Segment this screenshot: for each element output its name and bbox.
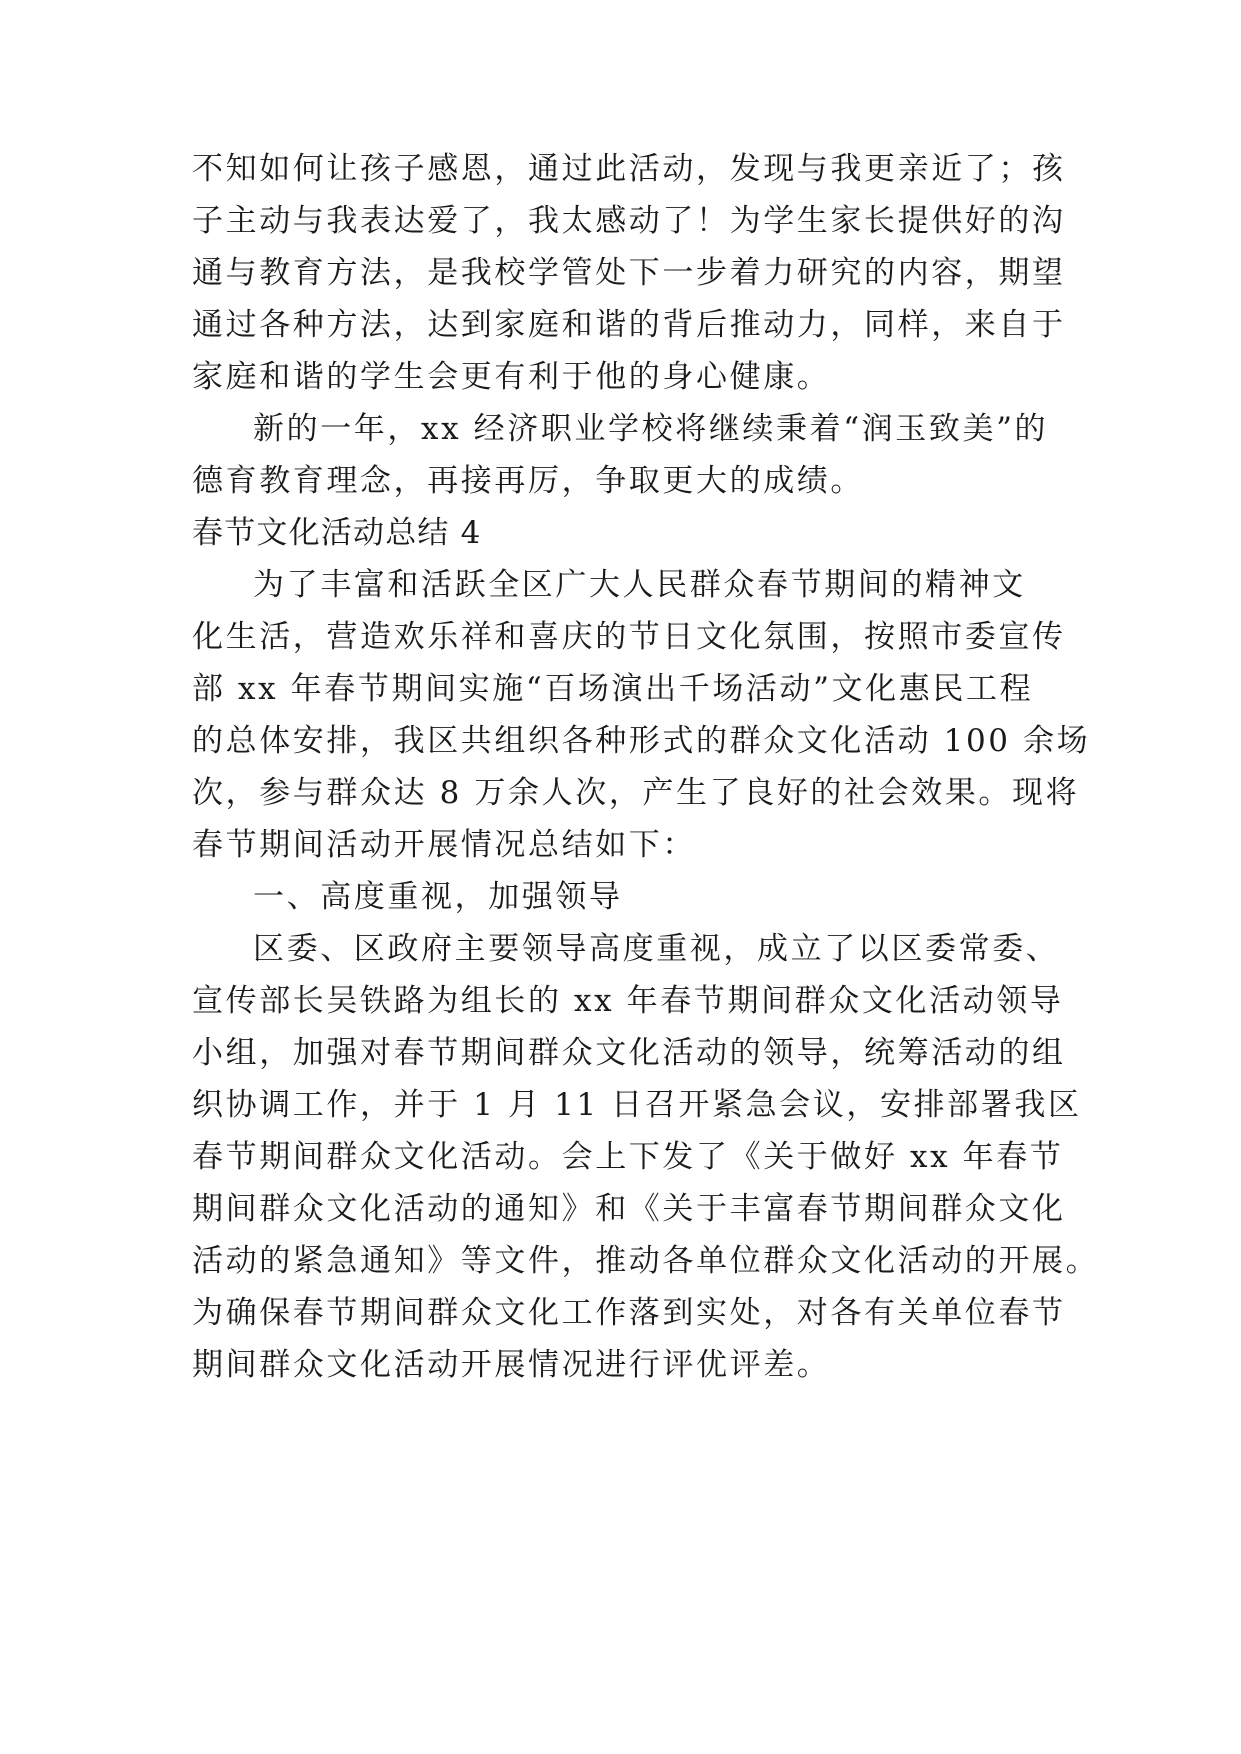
paragraph-line: 小组，加强对春节期间群众文化活动的领导，统筹活动的组 [192,1035,1066,1071]
paragraph-line: 春节期间活动开展情况总结如下： [192,827,696,863]
paragraph-line: 春节期间群众文化活动。会上下发了《关于做好 xx 年春节 [192,1139,1064,1175]
paragraph-line: 德育教育理念，再接再厉，争取更大的成绩。 [192,463,864,499]
paragraph-line: 织协调工作，并于 1 月 11 日召开紧急会议，安排部署我区 [192,1087,1082,1123]
paragraph-line: 部 xx 年春节期间实施“百场演出千场活动”文化惠民工程 [192,671,1034,707]
paragraph-line: 不知如何让孩子感恩，通过此活动，发现与我更亲近了；孩 [192,151,1066,187]
paragraph-line: 为了丰富和活跃全区广大人民群众春节期间的精神文 [253,567,1026,603]
paragraph-line: 通与教育方法，是我校学管处下一步着力研究的内容，期望 [192,255,1066,291]
paragraph-line: 活动的紧急通知》等文件，推动各单位群众文化活动的开展。 [192,1243,1100,1279]
paragraph-line: 子主动与我表达爱了，我太感动了！为学生家长提供好的沟 [192,203,1066,239]
section-heading: 春节文化活动总结 4 [192,515,482,551]
paragraph-line: 通过各种方法，达到家庭和谐的背后推动力，同样，来自于 [192,307,1066,343]
paragraph-line: 宣传部长吴铁路为组长的 xx 年春节期间群众文化活动领导 [192,983,1064,1019]
paragraph-line: 次，参与群众达 8 万余人次，产生了良好的社会效果。现将 [192,775,1080,811]
subsection-heading: 一、高度重视，加强领导 [253,879,623,915]
paragraph-line: 的总体安排，我区共组织各种形式的群众文化活动 100 余场 [192,723,1091,759]
paragraph-line: 期间群众文化活动开展情况进行评优评差。 [192,1347,831,1383]
paragraph-line: 为确保春节期间群众文化工作落到实处，对各有关单位春节 [192,1295,1066,1331]
paragraph-line: 区委、区政府主要领导高度重视，成立了以区委常委、 [253,931,1060,967]
paragraph-line: 家庭和谐的学生会更有利于他的身心健康。 [192,359,831,395]
paragraph-line: 新的一年，xx 经济职业学校将继续秉着“润玉致美”的 [253,411,1049,447]
paragraph-line: 期间群众文化活动的通知》和《关于丰富春节期间群众文化 [192,1191,1066,1227]
paragraph-line: 化生活，营造欢乐祥和喜庆的节日文化氛围，按照市委宣传 [192,619,1066,655]
